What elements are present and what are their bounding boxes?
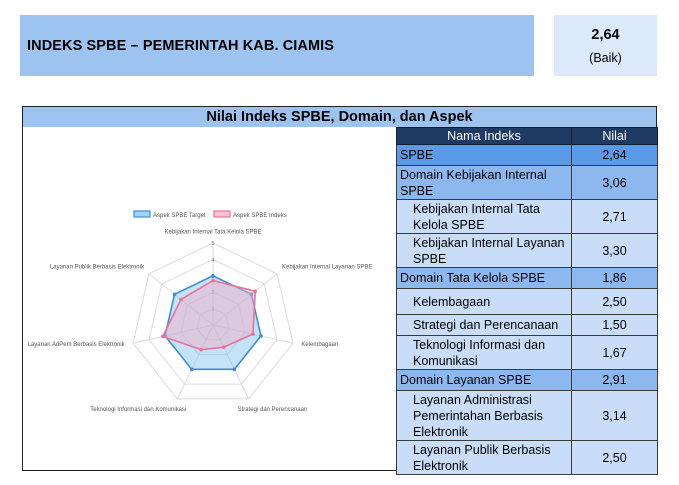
radar-tick-label: 2 bbox=[211, 290, 215, 297]
legend-label: Aspek SPBE Target bbox=[153, 213, 206, 219]
radar-point bbox=[173, 293, 177, 297]
row-value: 2,50 bbox=[572, 289, 658, 315]
table-row bbox=[397, 289, 658, 315]
row-value: 1,50 bbox=[572, 315, 658, 336]
radar-axis-label: Kebijakan Internal Tata Kelola SPBE bbox=[164, 229, 262, 236]
table-row bbox=[397, 145, 658, 166]
legend-swatch bbox=[214, 211, 230, 217]
table-row bbox=[397, 166, 658, 200]
radar-point bbox=[211, 274, 215, 278]
radar-axis-label: Kelembagaan bbox=[301, 341, 339, 348]
score-box bbox=[554, 15, 657, 76]
index-table bbox=[396, 127, 658, 475]
row-name: Kebijakan Internal Layanan SPBE bbox=[397, 234, 572, 268]
row-value: 1,86 bbox=[572, 268, 658, 289]
row-name: Kebijakan Internal Tata Kelola SPBE bbox=[397, 200, 572, 234]
table-row bbox=[397, 268, 658, 289]
radar-tick-label: 1 bbox=[211, 306, 215, 313]
header-nama-indeks: Nama Indeks bbox=[397, 128, 572, 145]
radar-chart-area bbox=[23, 127, 396, 471]
panel-title: Nilai Indeks SPBE, Domain, dan Aspek bbox=[23, 107, 656, 127]
radar-tick-label: 5 bbox=[211, 241, 215, 247]
header-nilai: Nilai bbox=[572, 128, 658, 145]
row-name: Domain Layanan SPBE bbox=[397, 370, 572, 391]
radar-point bbox=[233, 368, 237, 372]
row-name: Layanan Administrasi Pemerintahan Berbasis Elektronik bbox=[397, 391, 572, 441]
radar-axis-label: Strategi dan Perencanaan bbox=[237, 407, 308, 414]
radar-point bbox=[199, 348, 203, 352]
row-name: Domain Kebijakan Internal SPBE bbox=[397, 166, 572, 200]
row-name: Teknologi Informasi dan Komunikasi bbox=[397, 336, 572, 370]
title-bar bbox=[20, 15, 534, 76]
radar-point bbox=[190, 368, 194, 372]
radar-point bbox=[179, 298, 183, 302]
page-title: INDEKS SPBE – PEMERINTAH KAB. CIAMIS bbox=[27, 37, 335, 54]
radar-axis-label: Teknologi Informasi dan Komunikasi bbox=[90, 407, 187, 414]
row-value: 2,64 bbox=[572, 145, 658, 166]
table-row bbox=[397, 336, 658, 370]
radar-axis-label: Layanan AdPem Berbasis Elektronik bbox=[27, 341, 125, 348]
radar-point bbox=[161, 335, 165, 339]
table-row bbox=[397, 441, 658, 475]
radar-series-area bbox=[163, 281, 256, 350]
row-name: Layanan Publik Berbasis Elektronik bbox=[397, 441, 572, 475]
row-name: Domain Tata Kelola SPBE bbox=[397, 268, 572, 289]
table-row bbox=[397, 370, 658, 391]
radar-point bbox=[251, 332, 255, 336]
legend-swatch bbox=[134, 211, 150, 217]
row-name: Kelembagaan bbox=[397, 289, 572, 315]
row-value: 3,06 bbox=[572, 166, 658, 200]
score-value: 2,64 bbox=[591, 26, 620, 43]
radar-tick-label: 4 bbox=[211, 257, 215, 264]
row-value: 3,30 bbox=[572, 234, 658, 268]
row-value: 2,91 bbox=[572, 370, 658, 391]
row-value: 1,67 bbox=[572, 336, 658, 370]
index-panel bbox=[22, 106, 657, 471]
radar-point bbox=[259, 334, 263, 338]
radar-point bbox=[222, 345, 226, 349]
radar-point bbox=[254, 289, 258, 293]
radar-axis-label: Layanan Publik Berbasis Elektronik bbox=[49, 264, 144, 271]
row-name: Strategi dan Perencanaan bbox=[397, 315, 572, 336]
radar-chart bbox=[23, 127, 396, 471]
table-row bbox=[397, 200, 658, 234]
legend-label: Aspek SPBE Indeks bbox=[233, 213, 287, 219]
radar-point bbox=[211, 279, 215, 283]
row-value: 3,14 bbox=[572, 391, 658, 441]
score-label: (Baik) bbox=[589, 50, 622, 65]
row-value: 2,71 bbox=[572, 200, 658, 234]
table-row bbox=[397, 315, 658, 336]
row-name: SPBE bbox=[397, 145, 572, 166]
row-value: 2,50 bbox=[572, 441, 658, 475]
table-header-row bbox=[397, 128, 658, 145]
table-row bbox=[397, 234, 658, 268]
table-row bbox=[397, 391, 658, 441]
radar-axis-label: Kebijakan Internal Layanan SPBE bbox=[282, 264, 373, 271]
